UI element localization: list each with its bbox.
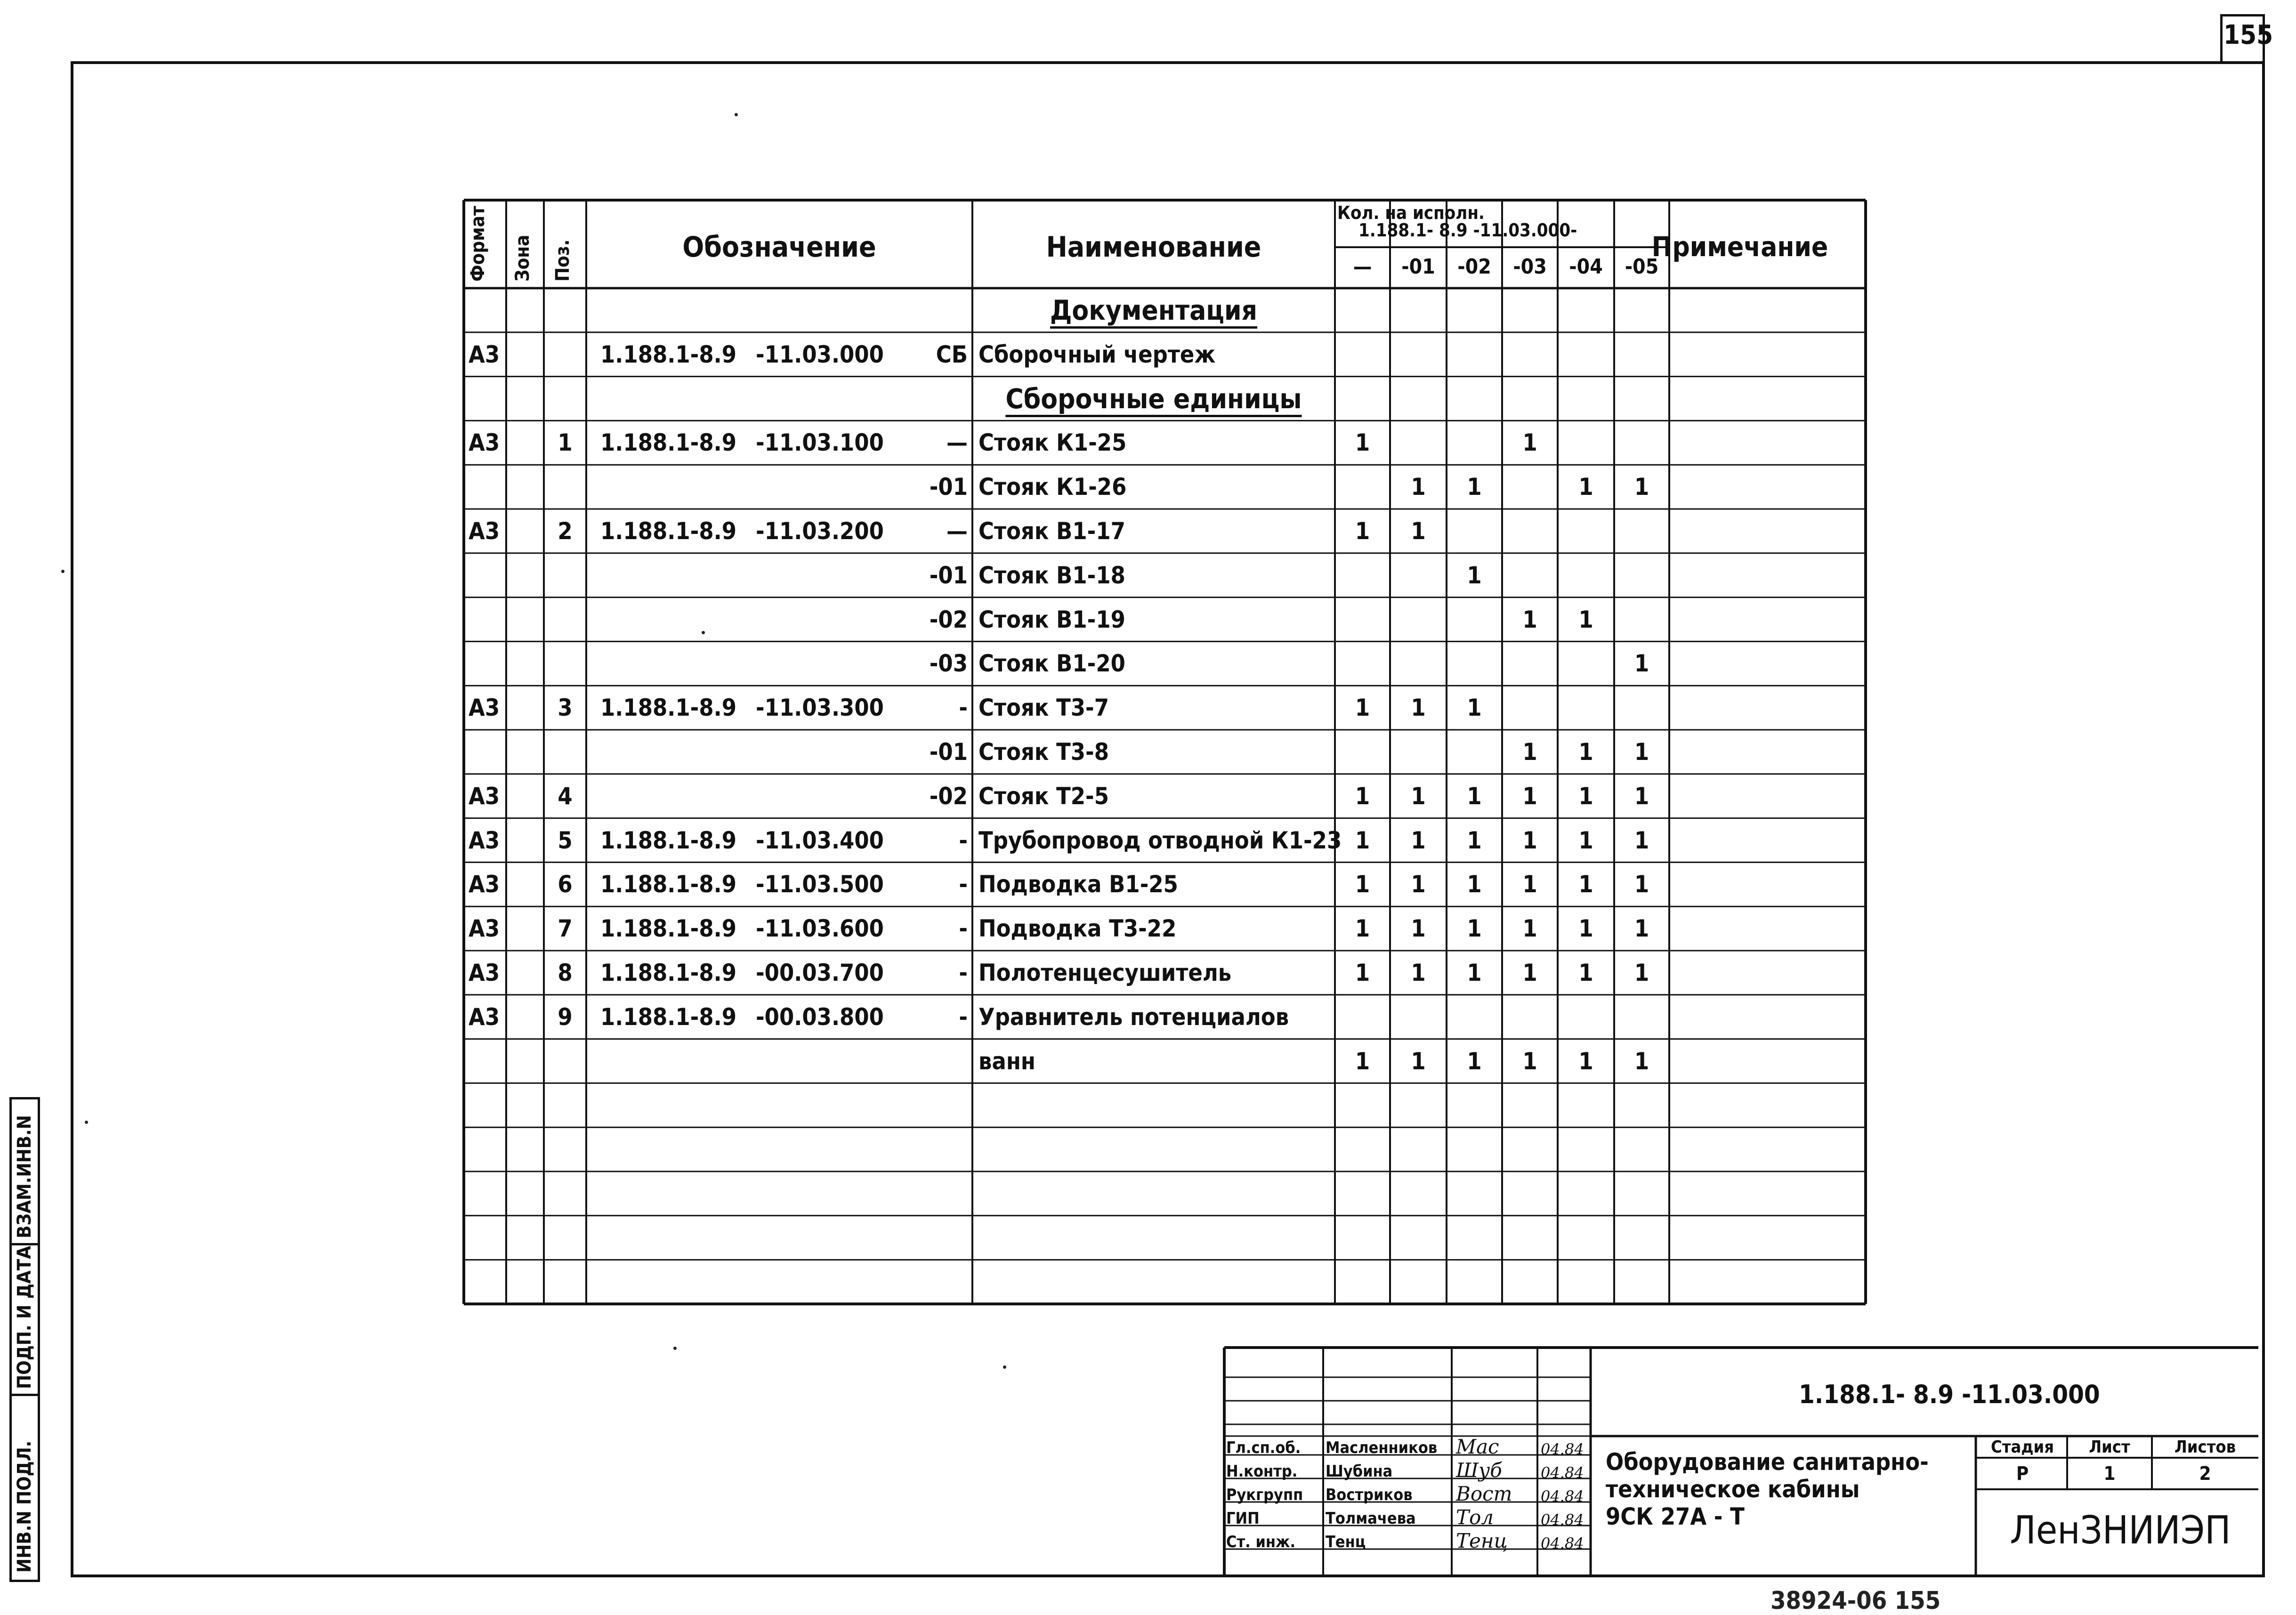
stage-label: Стадия	[1990, 1437, 2054, 1457]
row-pos: 6	[558, 871, 573, 898]
row-qty: 1	[1411, 959, 1426, 986]
row-qty: 1	[1411, 871, 1426, 898]
row-qty: 1	[1522, 871, 1537, 898]
row-qty: 1	[1411, 694, 1426, 722]
signer-date: 04.84	[1541, 1464, 1584, 1482]
row-name: Уравнитель потенциалов	[978, 1003, 1289, 1031]
row-variant: —	[946, 429, 968, 457]
row-qty: 1	[1467, 473, 1482, 501]
row-designation: 1.188.1-8.9	[600, 871, 737, 898]
row-designation-number: -11.03.400	[756, 826, 884, 854]
signer-role: Н.контр.	[1226, 1462, 1298, 1481]
row-name: Трубопровод отводной К1-23	[978, 826, 1342, 854]
row-section-heading: Сборочные единицы	[1005, 382, 1302, 415]
row-qty: 1	[1522, 606, 1537, 633]
organization: ЛенЗНИИЭП	[2010, 1508, 2231, 1553]
row-pos: 2	[558, 517, 573, 545]
row-name: Сборочный чертеж	[978, 340, 1216, 368]
signer-date: 04.84	[1541, 1440, 1584, 1458]
row-qty: 1	[1522, 429, 1537, 457]
signer-date: 04.84	[1541, 1487, 1584, 1505]
row-designation: 1.188.1-8.9	[600, 826, 737, 854]
header-qty-column: -02	[1457, 255, 1491, 279]
row-qty: 1	[1355, 826, 1370, 854]
signer-role: ГИП	[1226, 1509, 1260, 1528]
row-designation: 1.188.1-8.9	[600, 694, 737, 722]
row-qty: 1	[1411, 517, 1426, 545]
row-name: Стояк В1-20	[978, 650, 1125, 678]
row-qty: 1	[1467, 561, 1482, 589]
row-qty: 1	[1522, 738, 1537, 766]
row-qty: 1	[1411, 473, 1426, 501]
header-format: Формат	[467, 206, 489, 282]
row-variant: -	[959, 694, 968, 722]
row-qty: 1	[1355, 517, 1370, 545]
row-name: Стояк Т3-8	[978, 738, 1109, 766]
row-designation-number: -11.03.100	[756, 429, 884, 457]
row-qty: 1	[1355, 782, 1370, 810]
row-designation-number: -11.03.200	[756, 517, 884, 545]
sheet-label: Лист	[2089, 1437, 2130, 1457]
row-qty: 1	[1467, 1047, 1482, 1075]
row-variant: -01	[929, 473, 968, 501]
row-designation: 1.188.1-8.9	[600, 340, 737, 368]
row-name: Подводка Т3-22	[978, 915, 1177, 943]
row-qty: 1	[1467, 826, 1482, 854]
row-name: Стояк В1-17	[978, 517, 1125, 545]
row-name: Стояк В1-18	[978, 561, 1125, 589]
header-qty-column: -04	[1569, 255, 1603, 279]
header-qty-line1: Кол. на исполн.	[1337, 202, 1485, 223]
row-qty: 1	[1522, 959, 1537, 986]
row-variant: -	[959, 826, 968, 854]
row-format: А3	[469, 1003, 500, 1031]
row-qty: 1	[1355, 915, 1370, 943]
row-qty: 1	[1578, 1047, 1593, 1075]
row-variant: -02	[929, 782, 968, 810]
row-qty: 1	[1578, 738, 1593, 766]
row-designation: 1.188.1-8.9	[600, 1003, 737, 1031]
signer-name: Востриков	[1326, 1486, 1413, 1504]
row-format: А3	[469, 340, 500, 368]
title-designation: 1.188.1- 8.9 -11.03.000	[1799, 1380, 2100, 1409]
row-qty: 1	[1634, 650, 1649, 678]
scan-speck	[702, 631, 705, 634]
sheets-value: 2	[2199, 1463, 2211, 1485]
row-name: Стояк В1-19	[978, 606, 1125, 633]
row-qty: 1	[1578, 959, 1593, 986]
row-qty: 1	[1355, 959, 1370, 986]
scan-speck	[85, 1121, 88, 1124]
row-variant: —	[946, 517, 968, 545]
row-qty: 1	[1467, 871, 1482, 898]
row-designation: 1.188.1-8.9	[600, 915, 737, 943]
row-qty: 1	[1467, 915, 1482, 943]
title-line: 9СК 27А - Т	[1606, 1503, 1745, 1530]
row-qty: 1	[1522, 1047, 1537, 1075]
row-qty: 1	[1411, 782, 1426, 810]
row-designation-number: -11.03.500	[756, 871, 884, 898]
row-designation: 1.188.1-8.9	[600, 959, 737, 986]
row-name: Стояк Т3-7	[978, 694, 1109, 722]
header-qty-line2: 1.188.1- 8.9 -11.03.000-	[1358, 220, 1577, 241]
row-designation-number: -00.03.700	[756, 959, 884, 986]
header-qty-column: -03	[1513, 255, 1547, 279]
header-qty-column: —	[1353, 255, 1372, 279]
header-qty-column: -01	[1401, 255, 1435, 279]
row-variant: -01	[929, 738, 968, 766]
row-format: А3	[469, 826, 500, 854]
row-qty: 1	[1522, 915, 1537, 943]
row-name: ванн	[978, 1047, 1035, 1075]
row-format: А3	[469, 871, 500, 898]
row-pos: 9	[558, 1003, 573, 1031]
sheets-label: Листов	[2174, 1437, 2236, 1457]
row-name: Стояк Т2-5	[978, 782, 1109, 810]
signature: Шуб	[1456, 1459, 1502, 1482]
row-qty: 1	[1355, 1047, 1370, 1075]
row-qty: 1	[1634, 1047, 1649, 1075]
title-line: Оборудование санитарно-	[1606, 1448, 1929, 1476]
stage-value: Р	[2016, 1463, 2029, 1485]
title-line: техническое кабины	[1606, 1476, 1860, 1503]
row-qty: 1	[1411, 915, 1426, 943]
signature: Мас	[1456, 1435, 1499, 1458]
row-qty: 1	[1634, 959, 1649, 986]
sheet-number: 155	[2223, 20, 2273, 50]
scan-speck	[735, 113, 738, 116]
row-format: А3	[469, 429, 500, 457]
row-qty: 1	[1634, 473, 1649, 501]
side-strip-label: ВЗАМ.ИНВ.N	[14, 1115, 35, 1238]
row-format: А3	[469, 782, 500, 810]
row-name: Стояк К1-26	[978, 473, 1127, 501]
row-name: Стояк К1-25	[978, 429, 1127, 457]
row-qty: 1	[1467, 959, 1482, 986]
row-qty: 1	[1411, 1047, 1426, 1075]
row-qty: 1	[1355, 871, 1370, 898]
row-pos: 1	[558, 429, 573, 457]
row-designation-number: -11.03.300	[756, 694, 884, 722]
row-designation: 1.188.1-8.9	[600, 429, 737, 457]
row-format: А3	[469, 517, 500, 545]
row-designation-number: -11.03.000	[756, 340, 884, 368]
signer-name: Толмачева	[1326, 1509, 1416, 1528]
row-qty: 1	[1467, 694, 1482, 722]
signer-role: Гл.сп.об.	[1226, 1438, 1301, 1457]
row-format: А3	[469, 915, 500, 943]
row-format: А3	[469, 959, 500, 986]
signature: Вост	[1456, 1482, 1512, 1505]
signer-role: Ст. инж.	[1226, 1533, 1296, 1551]
row-designation-number: -00.03.800	[756, 1003, 884, 1031]
row-qty: 1	[1467, 782, 1482, 810]
header-zone: Зона	[512, 234, 534, 282]
row-variant: -02	[929, 606, 968, 633]
row-qty: 1	[1578, 782, 1593, 810]
row-qty: 1	[1578, 606, 1593, 633]
header-pos: Поз.	[552, 239, 574, 282]
row-variant: -	[959, 915, 968, 943]
signature: Тол	[1456, 1506, 1494, 1529]
scan-speck	[673, 1347, 677, 1350]
signer-date: 04.84	[1541, 1534, 1584, 1552]
row-qty: 1	[1355, 429, 1370, 457]
signer-name: Тенц	[1326, 1533, 1366, 1551]
row-qty: 1	[1578, 915, 1593, 943]
row-qty: 1	[1578, 871, 1593, 898]
row-variant: СБ	[936, 340, 968, 368]
row-variant: -	[959, 1003, 968, 1031]
row-qty: 1	[1578, 473, 1593, 501]
row-qty: 1	[1522, 782, 1537, 810]
scan-speck	[61, 570, 65, 573]
scan-speck	[1003, 1365, 1006, 1369]
row-qty: 1	[1634, 915, 1649, 943]
row-pos: 3	[558, 694, 573, 722]
row-variant: -	[959, 959, 968, 986]
side-strip-label: ИНВ.N ПОДЛ.	[14, 1440, 35, 1573]
sheet-value: 1	[2103, 1463, 2116, 1485]
row-qty: 1	[1578, 826, 1593, 854]
row-format: А3	[469, 694, 500, 722]
row-qty: 1	[1634, 738, 1649, 766]
row-name: Полотенцесушитель	[978, 959, 1232, 986]
signer-name: Шубина	[1326, 1462, 1393, 1481]
header-designation: Обозначение	[682, 231, 876, 264]
side-strip-label: ПОДП. И ДАТА	[14, 1245, 35, 1389]
row-pos: 8	[558, 959, 573, 986]
row-qty: 1	[1522, 826, 1537, 854]
signer-role: Рукгрупп	[1226, 1486, 1303, 1504]
header-name: Наименование	[1046, 231, 1261, 264]
row-name: Подводка В1-25	[978, 871, 1178, 898]
signature: Тенц	[1456, 1529, 1508, 1552]
row-variant: -01	[929, 561, 968, 589]
row-qty: 1	[1634, 871, 1649, 898]
row-variant: -03	[929, 650, 968, 678]
header-note: Примечание	[1651, 231, 1828, 263]
signer-date: 04.84	[1541, 1511, 1584, 1529]
bottom-stamp: 38924-06 155	[1771, 1587, 1941, 1615]
row-qty: 1	[1634, 826, 1649, 854]
header-qty-column: -05	[1625, 255, 1659, 279]
row-designation: 1.188.1-8.9	[600, 517, 737, 545]
row-pos: 5	[558, 826, 573, 854]
row-qty: 1	[1634, 782, 1649, 810]
signer-name: Масленников	[1326, 1438, 1438, 1457]
row-qty: 1	[1355, 694, 1370, 722]
row-pos: 4	[558, 782, 573, 810]
row-designation-number: -11.03.600	[756, 915, 884, 943]
row-pos: 7	[558, 915, 573, 943]
row-section-heading: Документация	[1050, 294, 1258, 326]
row-qty: 1	[1411, 826, 1426, 854]
row-variant: -	[959, 871, 968, 898]
